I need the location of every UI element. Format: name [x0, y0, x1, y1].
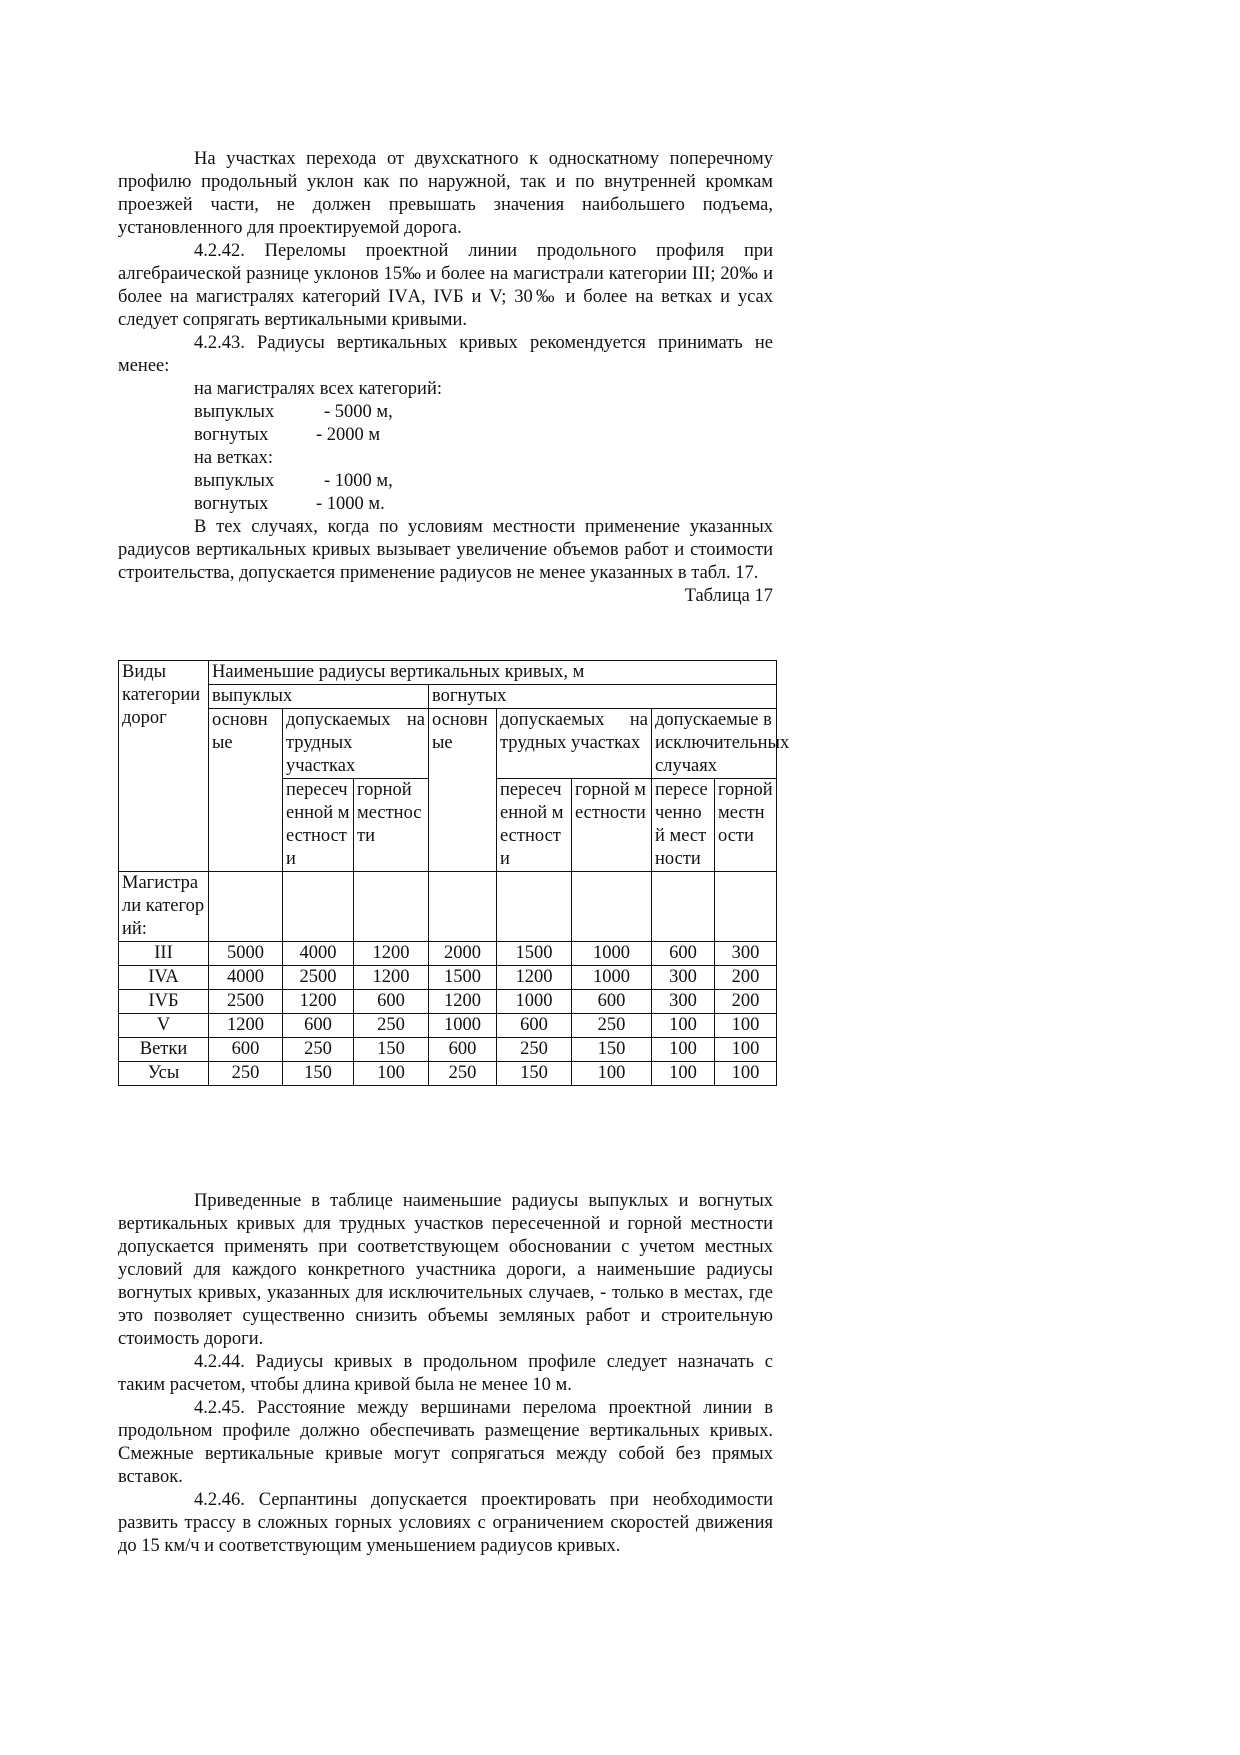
table-group-row: [119, 872, 777, 942]
radius-value-cell: 1200: [354, 966, 429, 990]
table-header-row: [119, 661, 777, 685]
table-row: [119, 1014, 777, 1038]
radius-value-cell: 600: [283, 1014, 354, 1038]
header-mountain-terrain: горной местности: [572, 779, 652, 872]
radius-value: - 1000 м.: [316, 494, 385, 514]
table-row: [119, 966, 777, 990]
header-rough-terrain: пересеченной местности: [497, 779, 572, 872]
table-cell: [354, 872, 429, 942]
radius-label: выпуклых: [194, 471, 275, 491]
road-category-cell: V: [119, 1014, 209, 1038]
paragraph-4-2-46: 4.2.46. Серпантины допускается проектировать при необходимости развить трассу в сложных горных условиях с ограничением скоростей движения до 15 км/ч и соответствующим уменьшением радиусов кривых.: [118, 1490, 773, 1556]
paragraph-4-2-44: 4.2.44. Радиусы кривых в продольном профиле следует назначать с таким расчетом, чтобы длина кривой была не менее 10 м.: [118, 1352, 773, 1395]
table-header-row: [119, 685, 777, 709]
radius-value-cell: 150: [497, 1062, 572, 1086]
radius-value-cell: 600: [652, 942, 715, 966]
radius-table: [118, 660, 790, 1086]
radius-value-cell: 100: [652, 1038, 715, 1062]
table-cell: [715, 872, 777, 942]
radius-value-cell: 1200: [497, 966, 572, 990]
radius-list-branch-heading: на ветках:: [194, 448, 273, 468]
table-data-rows: [119, 942, 777, 1086]
radius-value-cell: 1500: [497, 942, 572, 966]
radius-value-cell: 150: [283, 1062, 354, 1086]
radius-value-cell: 150: [354, 1038, 429, 1062]
paragraph-transition-slope: На участках перехода от двухскатного к односкатному поперечному профилю продольный уклон как по наружной, так и по внутренней кромкам проезжей части, не должен превышать значения наибольшего подъема, установленного для проектируемой дорога.: [118, 149, 773, 238]
radius-value-cell: 600: [209, 1038, 283, 1062]
header-allowed-hard-concave: допускаемых на трудных участках: [497, 709, 652, 779]
radius-value-cell: 150: [572, 1038, 652, 1062]
radius-value-cell: 100: [354, 1062, 429, 1086]
radius-value-cell: 5000: [209, 942, 283, 966]
table-cell: [652, 872, 715, 942]
table-cell: [429, 872, 497, 942]
header-allowed-hard-convex: допускаемых на трудных участках: [283, 709, 429, 779]
header-basic-convex: основные: [209, 709, 283, 872]
radius-value-cell: 300: [652, 990, 715, 1014]
header-basic-concave: основные: [429, 709, 497, 872]
radius-value-cell: 1200: [429, 990, 497, 1014]
radius-value-cell: 300: [715, 942, 777, 966]
radius-value: - 1000 м,: [324, 471, 393, 491]
radius-value-cell: 200: [715, 966, 777, 990]
post-table-section: [118, 1190, 773, 1558]
radius-value-cell: 100: [715, 1038, 777, 1062]
radius-value-cell: 300: [652, 966, 715, 990]
radius-value-cell: 100: [715, 1062, 777, 1086]
radius-value-cell: 2500: [209, 990, 283, 1014]
radius-label: выпуклых: [194, 402, 275, 422]
radius-value-cell: 2000: [429, 942, 497, 966]
table-cell: [283, 872, 354, 942]
radius-value-cell: 1000: [572, 966, 652, 990]
radius-value-cell: 1500: [429, 966, 497, 990]
header-rough-terrain: пересеченной местности: [652, 779, 715, 872]
radius-value-cell: 1000: [429, 1014, 497, 1038]
road-category-cell: IVБ: [119, 990, 209, 1014]
radius-value-cell: 100: [652, 1062, 715, 1086]
radius-value-cell: 250: [354, 1014, 429, 1038]
paragraph-4-2-42: 4.2.42. Переломы проектной линии продольного профиля при алгебраической разнице уклонов 15‰ и более на магистрали категории III; 20‰ и более на магистралях категорий IVА, IVБ и V; 30‰ и более на ветках и усах следует сопрягать вертикальными кривыми.: [118, 241, 773, 330]
table-row: [119, 942, 777, 966]
radius-list-main-heading: на магистралях всех категорий:: [194, 379, 442, 399]
header-mountain-terrain: горной местности: [354, 779, 429, 872]
road-category-cell: Ветки: [119, 1038, 209, 1062]
radius-value-cell: 250: [209, 1062, 283, 1086]
table-row: [119, 990, 777, 1014]
header-allowed-exceptional: допускаемые в исключительных случаях: [652, 709, 777, 779]
paragraph-4-2-43: 4.2.43. Радиусы вертикальных кривых рекомендуется принимать не менее:: [118, 333, 773, 376]
table-header-row: [119, 709, 777, 779]
table-row: [119, 1062, 777, 1086]
paragraph-post-table: Приведенные в таблице наименьшие радиусы выпуклых и вогнутых вертикальных кривых для трудных участков пересеченной и горной местности допускается применять при соответствующем обосновании с учетом местных условий для каждого конкретного участника дороги, а наименьшие радиусы вогнутых кривых, указанных для исключительных случаев, - только в местах, где это позволяет существенно снизить объемы земляных работ и строительную стоимость дороги.: [118, 1191, 773, 1349]
table-cell: [497, 872, 572, 942]
table-row: [119, 1038, 777, 1062]
radius-list-branch-convex: [118, 470, 773, 493]
header-mountain-terrain: горной местности: [715, 779, 777, 872]
radius-value-cell: 250: [572, 1014, 652, 1038]
radius-value-cell: 250: [429, 1062, 497, 1086]
table-caption: Таблица 17: [684, 586, 773, 606]
radius-value-cell: 200: [715, 990, 777, 1014]
radius-value-cell: 1000: [497, 990, 572, 1014]
radius-value-cell: 600: [354, 990, 429, 1014]
radius-value: - 5000 м,: [324, 402, 393, 422]
road-category-cell: III: [119, 942, 209, 966]
radius-value-cell: 250: [283, 1038, 354, 1062]
radius-list-main-convex: [118, 401, 773, 424]
header-rough-terrain: пересеченной местности: [283, 779, 354, 872]
paragraph-pre-table: В тех случаях, когда по условиям местности применение указанных радиусов вертикальных кривых вызывает увеличение объемов работ и стоимости строительства, допускается применение радиусов не менее указанных в табл. 17.: [118, 517, 773, 583]
header-main: Наименьшие радиусы вертикальных кривых, м: [209, 661, 777, 685]
radius-value-cell: 100: [572, 1062, 652, 1086]
radius-value-cell: 2500: [283, 966, 354, 990]
radius-value-cell: 4000: [283, 942, 354, 966]
header-convex: выпуклых: [209, 685, 429, 709]
radius-value-cell: 100: [652, 1014, 715, 1038]
radius-value: - 2000 м: [316, 425, 381, 445]
header-road-types: Виды категории дорог: [119, 661, 209, 872]
radius-value-cell: 250: [497, 1038, 572, 1062]
radius-value-cell: 100: [715, 1014, 777, 1038]
radius-value-cell: 1200: [354, 942, 429, 966]
radius-value-cell: 600: [497, 1014, 572, 1038]
group-label-main-roads: Магистрали категорий:: [119, 872, 209, 942]
table-cell: [209, 872, 283, 942]
radius-list-branch-concave: [118, 493, 773, 516]
radius-value-cell: 600: [572, 990, 652, 1014]
paragraph-4-2-45: 4.2.45. Расстояние между вершинами перелома проектной линии в продольном профиле должно обеспечивать размещение вертикальных кривых. Смежные вертикальные кривые могут сопрягаться между собой без прямых вставок.: [118, 1398, 773, 1487]
header-concave: вогнутых: [429, 685, 777, 709]
radius-label: вогнутых: [194, 494, 269, 514]
radius-value-cell: 600: [429, 1038, 497, 1062]
intro-section: [118, 148, 773, 608]
radius-value-cell: 1200: [283, 990, 354, 1014]
radius-label: вогнутых: [194, 425, 269, 445]
radius-value-cell: 1000: [572, 942, 652, 966]
radius-list-main-concave: [118, 424, 773, 447]
table-cell: [572, 872, 652, 942]
radius-value-cell: 4000: [209, 966, 283, 990]
road-category-cell: IVA: [119, 966, 209, 990]
road-category-cell: Усы: [119, 1062, 209, 1086]
radius-value-cell: 1200: [209, 1014, 283, 1038]
